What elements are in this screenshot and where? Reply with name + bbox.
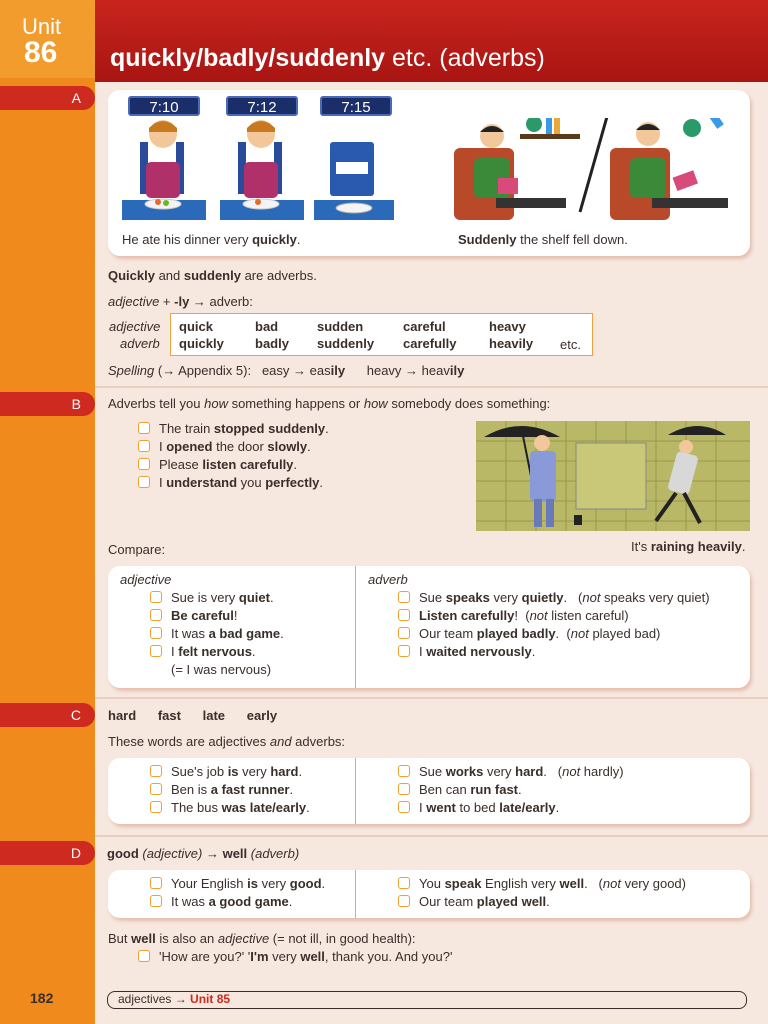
- adverb-example: Sue works very hard. (not hardly): [398, 764, 624, 779]
- checkbox[interactable]: [398, 783, 410, 795]
- adjective-example: I felt nervous.: [150, 644, 256, 659]
- checkbox[interactable]: [398, 627, 410, 639]
- table-cell: careful: [403, 319, 446, 334]
- table-etc: etc.: [560, 337, 581, 352]
- checkbox[interactable]: [398, 609, 410, 621]
- section-b-intro: Adverbs tell you how something happens or how somebody does something:: [108, 396, 551, 411]
- rain-caption: It's raining heavily.: [631, 539, 746, 554]
- cross-reference[interactable]: adjectives → Unit 85: [107, 991, 747, 1009]
- checkbox[interactable]: [138, 422, 150, 434]
- table-cell: suddenly: [317, 336, 375, 351]
- adjective-example: Ben is a fast runner.: [150, 782, 293, 797]
- checkbox[interactable]: [150, 645, 162, 657]
- table-label-adverb: adverb: [120, 336, 160, 351]
- spelling-note: Spelling (→ Appendix 5): easy → easily heavy → heavily: [108, 363, 465, 378]
- clock-2: 7:12: [226, 96, 298, 116]
- clock-3: 7:15: [320, 96, 392, 116]
- caption-dinner: He ate his dinner very quickly.: [122, 232, 301, 247]
- adverb-example: Sue speaks very quietly. (not speaks very quiet): [398, 590, 710, 605]
- table-label-adjective: adjective: [109, 319, 161, 334]
- column-header-adjective: adjective: [120, 572, 172, 587]
- checkbox[interactable]: [398, 801, 410, 813]
- table-cell: badly: [255, 336, 289, 351]
- table-cell: quick: [179, 319, 213, 334]
- adjective-example: It was a bad game.: [150, 626, 284, 641]
- divider: [95, 386, 768, 388]
- arrow-right-icon: →: [174, 992, 187, 1006]
- page-number: 182: [30, 990, 54, 1006]
- checkbox[interactable]: [150, 895, 162, 907]
- checkbox[interactable]: [138, 950, 150, 962]
- adjective-example: It was a good game.: [150, 894, 292, 909]
- section-c-words: hard fast late early: [108, 708, 278, 723]
- section-label-d: D: [0, 841, 95, 865]
- compare-label: Compare:: [108, 542, 166, 557]
- checkbox[interactable]: [398, 877, 410, 889]
- example-line: Please listen carefully.: [138, 457, 297, 472]
- section-label-a: A: [0, 86, 95, 110]
- dinner-and-shelf-illustration: [118, 118, 738, 222]
- example-line: The train stopped suddenly.: [138, 421, 329, 436]
- well-adjective-note: But well is also an adjective (= not ill, in good health):: [108, 931, 416, 946]
- adverb-example: You speak English very well. (not very good): [398, 876, 686, 891]
- table-cell: heavy: [489, 319, 526, 334]
- checkbox[interactable]: [150, 591, 162, 603]
- table-cell: sudden: [317, 319, 364, 334]
- checkbox[interactable]: [150, 877, 162, 889]
- checkbox[interactable]: [150, 765, 162, 777]
- section-label-c: C: [0, 703, 95, 727]
- adverb-example: I went to bed late/early.: [398, 800, 559, 815]
- adjective-example: Sue is very quiet.: [150, 590, 274, 605]
- table-cell: carefully: [403, 336, 457, 351]
- good-well-box: [108, 870, 750, 918]
- checkbox[interactable]: [398, 645, 410, 657]
- hard-fast-box: [108, 758, 750, 824]
- checkbox[interactable]: [398, 591, 410, 603]
- caption-shelf: Suddenly the shelf fell down.: [458, 232, 628, 247]
- illustration-box-a: [108, 90, 750, 256]
- adverbs-statement: Quickly and suddenly are adverbs.: [108, 268, 317, 283]
- left-margin: [0, 0, 95, 1024]
- checkbox[interactable]: [138, 458, 150, 470]
- unit-number: 86: [24, 36, 58, 69]
- adverb-example: Our team played badly. (not played bad): [398, 626, 660, 641]
- dialog-example: 'How are you?' 'I'm very well, thank you. And you?': [138, 949, 452, 964]
- adjective-example: The bus was late/early.: [150, 800, 310, 815]
- section-c-intro: These words are adjectives and adverbs:: [108, 734, 346, 749]
- column-header-adverb: adverb: [368, 572, 408, 587]
- formation-rule: adjective + -ly → adverb:: [108, 294, 253, 309]
- checkbox[interactable]: [150, 783, 162, 795]
- example-line: I understand you perfectly.: [138, 475, 323, 490]
- checkbox[interactable]: [398, 765, 410, 777]
- checkbox[interactable]: [138, 440, 150, 452]
- section-d-heading: good (adjective) → well (adverb): [107, 846, 300, 861]
- example-line: I opened the door slowly.: [138, 439, 311, 454]
- adjective-note: (= I was nervous): [171, 662, 272, 677]
- adverb-example: Our team played well.: [398, 894, 550, 909]
- divider: [95, 697, 768, 699]
- adjective-example: Your English is very good.: [150, 876, 325, 891]
- adverb-example: Listen carefully! (not listen careful): [398, 608, 629, 623]
- clock-1: 7:10: [128, 96, 200, 116]
- checkbox[interactable]: [150, 609, 162, 621]
- checkbox[interactable]: [398, 895, 410, 907]
- checkbox[interactable]: [138, 476, 150, 488]
- adverb-example: I waited nervously.: [398, 644, 535, 659]
- divider: [95, 835, 768, 837]
- rain-illustration: [476, 421, 750, 531]
- table-cell: bad: [255, 319, 279, 334]
- adverb-example: Ben can run fast.: [398, 782, 522, 797]
- adjective-example: Sue's job is very hard.: [150, 764, 302, 779]
- page-title: quickly/badly/suddenly etc. (adverbs): [110, 44, 545, 72]
- checkbox[interactable]: [150, 801, 162, 813]
- checkbox[interactable]: [150, 627, 162, 639]
- table-cell: quickly: [179, 336, 224, 351]
- adjective-adverb-table: [170, 313, 593, 356]
- table-cell: heavily: [489, 336, 534, 351]
- unit-word: Unit: [22, 14, 62, 39]
- adjective-example: Be careful!: [150, 608, 238, 623]
- section-label-b: B: [0, 392, 95, 416]
- compare-box: [108, 566, 750, 688]
